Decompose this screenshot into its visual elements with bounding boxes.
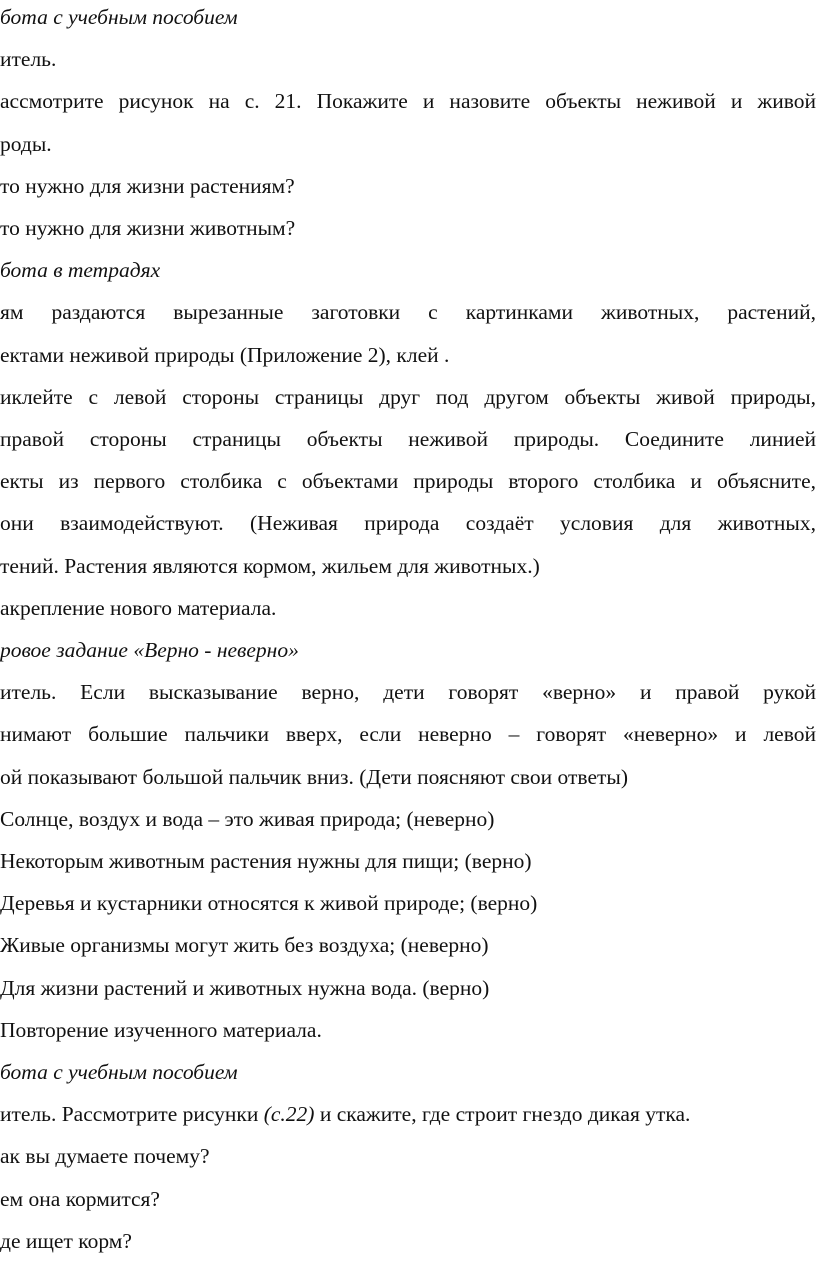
text-line — [0, 1094, 816, 1134]
text-line — [0, 883, 816, 923]
line-text — [0, 765, 628, 789]
line-text — [0, 976, 489, 1000]
text-line — [0, 461, 816, 501]
text-line — [0, 39, 816, 79]
text-line — [0, 1136, 816, 1176]
line-text — [0, 596, 276, 620]
line-content: роды. — [0, 131, 52, 156]
line-content: нимают большие пальчики вверх, если неверно – говорят «неверно» и левой — [0, 722, 816, 747]
line-content: ассмотрите рисунок на с. 21. Покажите и назовите объекты неживой и живой — [0, 89, 816, 114]
line-content: акрепление нового материала. — [0, 595, 277, 620]
text-line — [0, 0, 816, 37]
text-line — [0, 166, 816, 206]
line-text — [0, 377, 816, 417]
line-text — [0, 638, 299, 662]
line-text — [0, 461, 816, 501]
line-content: то нужно для жизни растениям? — [0, 173, 295, 198]
line-text — [0, 5, 238, 29]
line-text — [0, 849, 532, 873]
text-line — [0, 377, 816, 417]
text-line — [0, 250, 816, 290]
line-content: они взаимодействуют. (Неживая природа создаёт условия для животных, — [0, 511, 816, 536]
line-content: Деревья и кустарники относятся к живой природе; (верно) — [0, 891, 538, 916]
text-line — [0, 672, 816, 712]
line-content: бота в тетрадях — [0, 258, 161, 283]
line-text — [0, 419, 816, 459]
text-line — [0, 630, 816, 670]
line-text — [0, 258, 160, 282]
page-reference: (с.22) — [263, 1102, 315, 1127]
line-text — [0, 1102, 690, 1126]
text-line — [0, 124, 816, 164]
line-text — [0, 81, 816, 121]
text-line — [0, 503, 816, 543]
line-content: итель. — [0, 47, 57, 72]
line-content: ровое задание «Верно - неверно» — [0, 638, 299, 662]
line-text — [0, 714, 816, 754]
line-content: иклейте с левой стороны страницы друг под другом объекты живой природы, — [0, 384, 816, 409]
line-text — [0, 1187, 160, 1211]
line-segment: итель. Рассмотрите рисунки — [0, 1102, 264, 1127]
line-text — [0, 1018, 322, 1042]
line-text — [0, 174, 295, 198]
line-content: ям раздаются вырезанные заготовки с картинками животных, растений, — [0, 300, 816, 325]
line-text — [0, 132, 52, 156]
line-content: правой стороны страницы объекты неживой природы. Соедините линией — [0, 427, 816, 451]
line-text — [0, 1144, 210, 1168]
line-content: итель. Если высказывание верно, дети говорят «верно» и правой рукой — [0, 680, 816, 705]
text-line — [0, 714, 816, 754]
line-text — [0, 554, 540, 578]
text-line — [0, 588, 816, 628]
text-line — [0, 799, 816, 839]
text-line — [0, 968, 816, 1008]
line-content: екты из первого столбика с объектами природы второго столбика и объясните, — [0, 469, 816, 494]
line-text — [0, 47, 56, 71]
line-content: тений. Растения являются кормом, жильем для животных.) — [0, 553, 540, 578]
text-line — [0, 1179, 816, 1219]
text-line — [0, 841, 816, 881]
line-content: Некоторым животным растения нужны для пищи; (верно) — [0, 849, 532, 873]
line-content: де ищет корм? — [0, 1228, 132, 1253]
text-line — [0, 1010, 816, 1050]
line-text — [0, 933, 489, 957]
line-content: ем она кормится? — [0, 1186, 160, 1211]
line-content: ектами неживой природы (Приложение 2), клей . — [0, 342, 450, 367]
line-text — [0, 672, 816, 712]
line-content: бота с учебным пособием — [0, 1060, 238, 1084]
line-segment: и скажите, где строит гнездо дикая утка. — [314, 1102, 691, 1127]
line-text — [0, 807, 494, 831]
line-content: ой показывают большой пальчик вниз. (Дети поясняют свои ответы) — [0, 764, 628, 789]
line-content: бота с учебным пособием — [0, 5, 238, 29]
line-content: то нужно для жизни животным? — [0, 216, 296, 240]
text-line — [0, 81, 816, 121]
line-text — [0, 1229, 132, 1253]
line-content: ак вы думаете почему? — [0, 1144, 210, 1169]
line-content: Для жизни растений и животных нужна вода. (верно) — [0, 975, 490, 1000]
line-content: Повторение изученного материала. — [0, 1017, 322, 1042]
line-text — [0, 503, 816, 543]
text-line — [0, 292, 816, 332]
text-line — [0, 757, 816, 797]
text-line — [0, 1052, 816, 1092]
text-line — [0, 1221, 816, 1261]
line-text — [0, 891, 537, 915]
text-line — [0, 208, 816, 248]
text-line — [0, 419, 816, 459]
text-line — [0, 925, 816, 965]
line-text — [0, 216, 295, 240]
line-content: Солнце, воздух и вода – это живая природа; (неверно) — [0, 806, 495, 831]
line-text — [0, 343, 449, 367]
text-line — [0, 335, 816, 375]
line-content: Живые организмы могут жить без воздуха; (неверно) — [0, 933, 489, 958]
line-text — [0, 1060, 238, 1084]
text-line — [0, 546, 816, 586]
line-text — [0, 292, 816, 332]
